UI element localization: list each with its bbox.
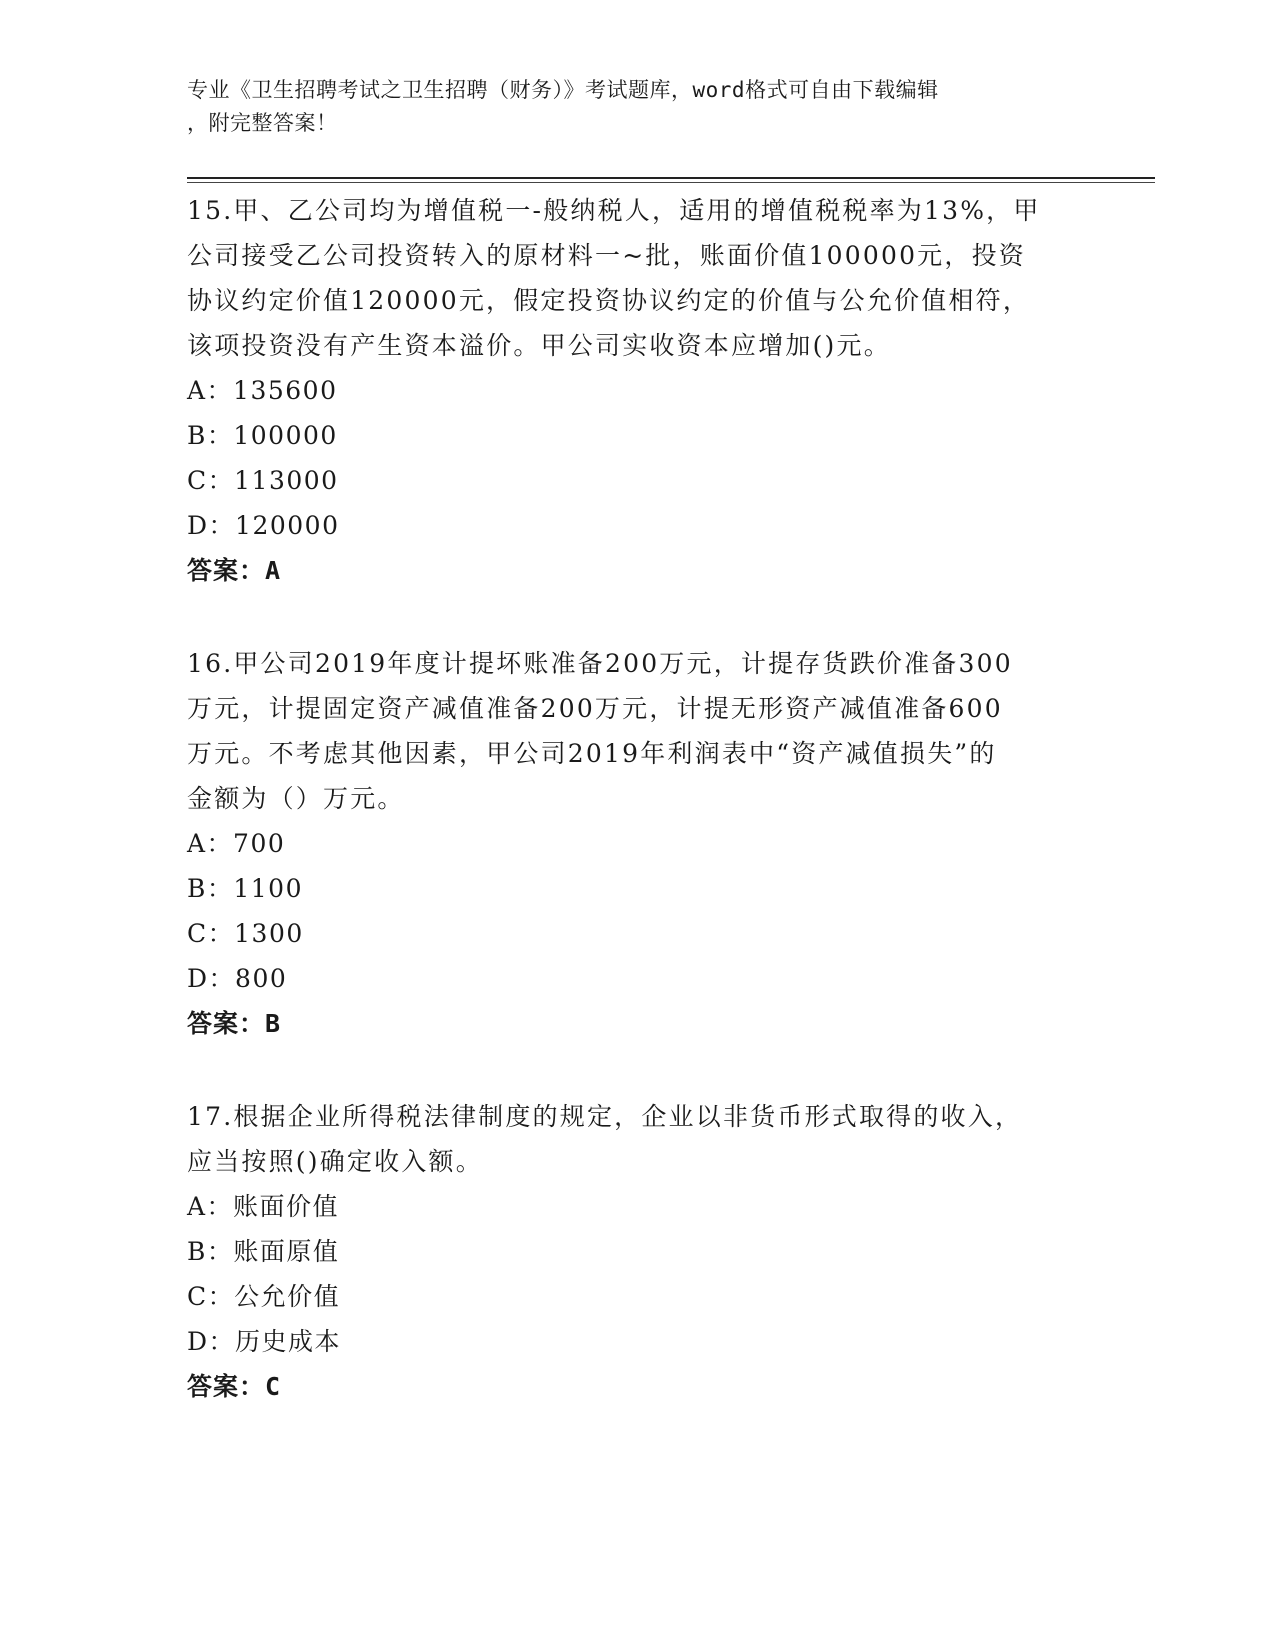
document-header xyxy=(187,74,1067,140)
option-d: D：历史成本 xyxy=(187,1327,342,1356)
question-stem-line: 该项投资没有产生资本溢价。甲公司实收资本应增加()元。 xyxy=(187,331,891,360)
answer-line: 答案：C xyxy=(187,1372,282,1401)
option-c: C：113000 xyxy=(187,466,339,495)
answer-line: 答案：A xyxy=(187,556,282,585)
option-b: B：账面原值 xyxy=(187,1237,340,1266)
question-stem-line: 公司接受乙公司投资转入的原材料一~批，账面价值100000元，投资 xyxy=(187,241,1026,270)
option-d: D：800 xyxy=(187,964,288,993)
header-line-1: 专业《卫生招聘考试之卫生招聘（财务）》考试题库，word格式可自由下载编辑 xyxy=(187,78,939,102)
option-c: C：1300 xyxy=(187,919,304,948)
answer-line: 答案：B xyxy=(187,1009,282,1038)
option-c: C：公允价值 xyxy=(187,1282,341,1311)
question-16 xyxy=(187,641,1087,1046)
header-divider-thick xyxy=(187,177,1155,179)
question-stem-line: 万元。不考虑其他因素，甲公司2019年利润表中“资产减值损失”的 xyxy=(187,739,997,768)
question-stem-line: 应当按照()确定收入额。 xyxy=(187,1147,483,1176)
question-stem-line: 16.甲公司2019年度计提坏账准备200万元，计提存货跌价准备300 xyxy=(187,649,1013,678)
option-a: A：账面价值 xyxy=(187,1192,340,1221)
option-b: B：100000 xyxy=(187,421,338,450)
question-stem-line: 万元，计提固定资产减值准备200万元，计提无形资产减值准备600 xyxy=(187,694,1003,723)
question-17 xyxy=(187,1094,1087,1409)
option-a: A：700 xyxy=(187,829,286,858)
question-stem-line: 协议约定价值120000元，假定投资协议约定的价值与公允价值相符， xyxy=(187,286,1031,315)
question-stem-line: 金额为（）万元。 xyxy=(187,784,405,813)
header-divider-thin xyxy=(187,182,1155,183)
question-stem-line: 15.甲、乙公司均为增值税一-般纳税人，适用的增值税税率为13%，甲 xyxy=(187,196,1041,225)
option-a: A：135600 xyxy=(187,376,338,405)
question-15 xyxy=(187,188,1087,593)
header-line-2: ，附完整答案！ xyxy=(187,111,338,135)
option-d: D：120000 xyxy=(187,511,340,540)
question-stem-line: 17.根据企业所得税法律制度的规定，企业以非货币形式取得的收入， xyxy=(187,1102,1023,1131)
option-b: B：1100 xyxy=(187,874,303,903)
